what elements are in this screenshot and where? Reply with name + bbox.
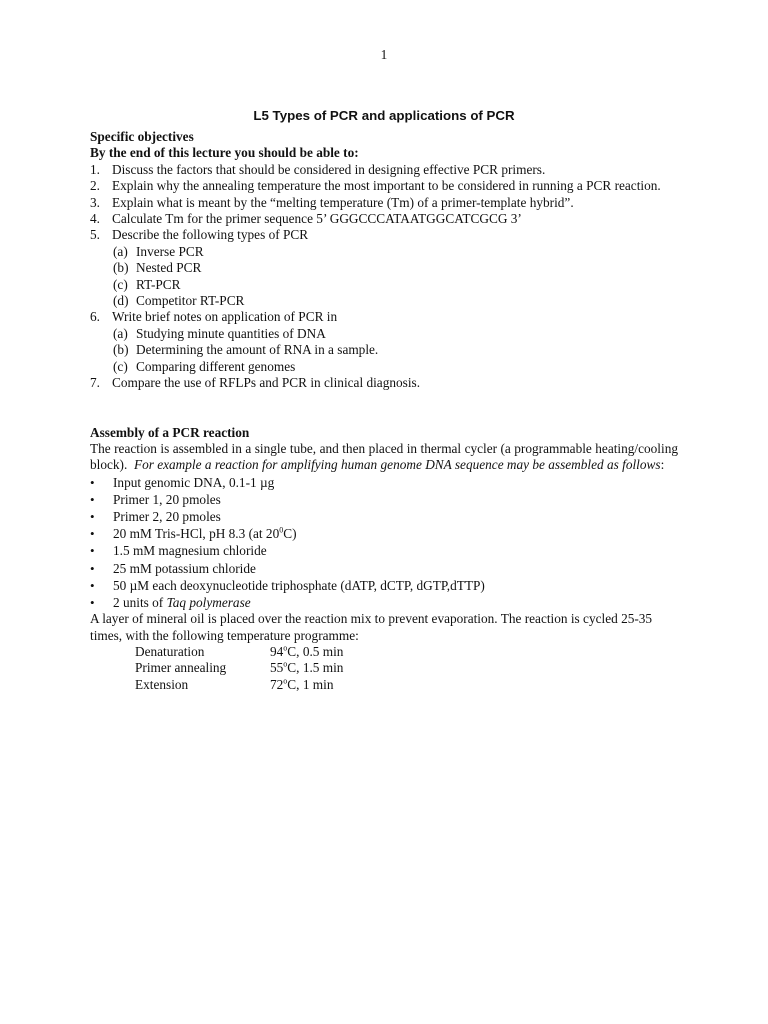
objective-number: 7.	[90, 375, 100, 391]
objectives-intro: By the end of this lecture you should be able to:	[90, 145, 359, 161]
component-text: 1.5 mM magnesium chloride	[113, 543, 267, 559]
objective-item	[90, 178, 678, 194]
bullet-icon: •	[90, 509, 95, 525]
programme-row	[135, 644, 678, 660]
sub-item-label: (c)	[113, 358, 128, 374]
sub-item-text: Inverse PCR	[136, 243, 204, 259]
programme-condition: 72$^o$C, 1 min	[270, 676, 334, 692]
component-text: Input genomic DNA, 0.1-1 µg	[113, 474, 275, 490]
superscript: 0	[279, 525, 284, 535]
bullet-icon: •	[90, 474, 95, 490]
sub-list-item	[113, 244, 678, 260]
sub-item-text: Comparing different genomes	[136, 358, 296, 374]
bullet-icon: •	[90, 595, 95, 611]
objective-number: 4.	[90, 211, 100, 227]
sub-list-item	[113, 293, 678, 309]
objective-item	[90, 309, 678, 325]
objective-number: 5.	[90, 227, 100, 243]
assembly-paragraph	[90, 441, 678, 474]
sub-item-text: RT-PCR	[136, 276, 181, 292]
objective-text: Discuss the factors that should be considered in designing effective PCR primers.	[112, 161, 546, 177]
sub-list-item	[113, 342, 678, 358]
objective-item	[90, 375, 678, 391]
component-text: Primer 2, 20 pmoles	[113, 509, 221, 525]
component-item	[90, 474, 678, 491]
document-body	[90, 129, 678, 693]
objective-text: Compare the use of RFLPs and PCR in clinical diagnosis.	[112, 375, 421, 391]
assembly-colon: :	[660, 457, 665, 473]
bullet-icon: •	[90, 491, 95, 507]
programme-condition: 94$^o$C, 0.5 min	[270, 643, 344, 660]
component-text: Primer 1, 20 pmoles	[113, 491, 221, 507]
programme-row	[135, 660, 678, 676]
bullet-icon: •	[90, 577, 95, 593]
component-item	[90, 542, 678, 559]
objective-text: Explain why the annealing temperature the most important to be considered in running a PCR reaction.	[112, 178, 661, 194]
sub-item-label: (a)	[113, 325, 128, 341]
programme-step: Denaturation	[135, 644, 205, 660]
sub-list-item	[113, 359, 678, 375]
objective-item	[90, 211, 678, 227]
objectives-list	[90, 162, 678, 392]
objective-number: 1.	[90, 161, 100, 177]
sub-item-text: Nested PCR	[136, 260, 202, 276]
assembly-example-text: For example a reaction for amplifying human genome DNA sequence may be assembled as follows	[133, 457, 661, 473]
objective-item	[90, 195, 678, 211]
component-text: 20 mM Tris-HCl, pH 8.3 (at $20^0C$)	[113, 525, 297, 542]
bullet-icon: •	[90, 543, 95, 559]
sub-item-label: (c)	[113, 276, 128, 292]
bullet-icon: •	[90, 526, 95, 542]
page-number: 1	[380, 47, 388, 62]
sub-item-text: Competitor RT-PCR	[136, 293, 245, 309]
sub-list-item	[113, 260, 678, 276]
component-item	[90, 577, 678, 594]
component-text: 50 µM each deoxynucleotide triphosphate (dATP, dCTP, dGTP,dTTP)	[113, 577, 485, 593]
objective-text: Explain what is meant by the “melting temperature (Tm) of a primer-template hybrid”.	[112, 194, 574, 210]
objective-text: Calculate Tm for the primer sequence 5’ GGGCCCATAATGGCATCGCG 3’	[112, 211, 522, 227]
applications-list	[90, 326, 678, 375]
sub-list-item	[113, 326, 678, 342]
sub-item-label: (a)	[113, 243, 128, 259]
component-item	[90, 508, 678, 525]
objective-number: 2.	[90, 178, 100, 194]
sub-item-label: (d)	[113, 293, 129, 309]
sub-item-label: (b)	[113, 342, 129, 358]
closing-paragraph: A layer of mineral oil is placed over the reaction mix to prevent evaporation. The reaction is cycled 25-35 times, with the following temperature programme:	[90, 611, 653, 643]
objective-text: Describe the following types of PCR	[112, 227, 309, 243]
temperature-programme	[135, 644, 678, 693]
assembly-text: The reaction is assembled in a single tube, and then placed in thermal cycler (a programmable heating/cooling block).	[90, 440, 678, 473]
component-item	[90, 491, 678, 508]
programme-row	[135, 677, 678, 693]
objective-number: 6.	[90, 309, 100, 325]
sub-item-label: (b)	[113, 260, 129, 276]
sub-list-item	[113, 277, 678, 293]
programme-step: Primer annealing	[135, 660, 227, 676]
component-item	[90, 594, 678, 611]
component-text: 25 mM potassium chloride	[113, 560, 256, 576]
objective-item	[90, 162, 678, 178]
programme-condition: 55$^o$C, 1.5 min	[270, 660, 344, 676]
sub-item-text: Studying minute quantities of DNA	[136, 325, 326, 341]
page-title: L5 Types of PCR and applications of PCR	[253, 108, 515, 123]
assembly-heading: Assembly of a PCR reaction	[90, 424, 250, 440]
pcr-types-list	[90, 244, 678, 310]
objective-number: 3.	[90, 194, 100, 210]
objective-item	[90, 227, 678, 243]
programme-step: Extension	[135, 676, 189, 692]
components-list	[90, 474, 678, 612]
bullet-icon: •	[90, 560, 95, 576]
component-item	[90, 525, 678, 542]
sub-item-text: Determining the amount of RNA in a sample.	[136, 342, 379, 358]
objective-text: Write brief notes on application of PCR in	[112, 309, 338, 325]
component-item	[90, 560, 678, 577]
objectives-heading: Specific objectives	[90, 129, 194, 144]
component-text: 2 units of Taq polymerase	[113, 595, 251, 611]
